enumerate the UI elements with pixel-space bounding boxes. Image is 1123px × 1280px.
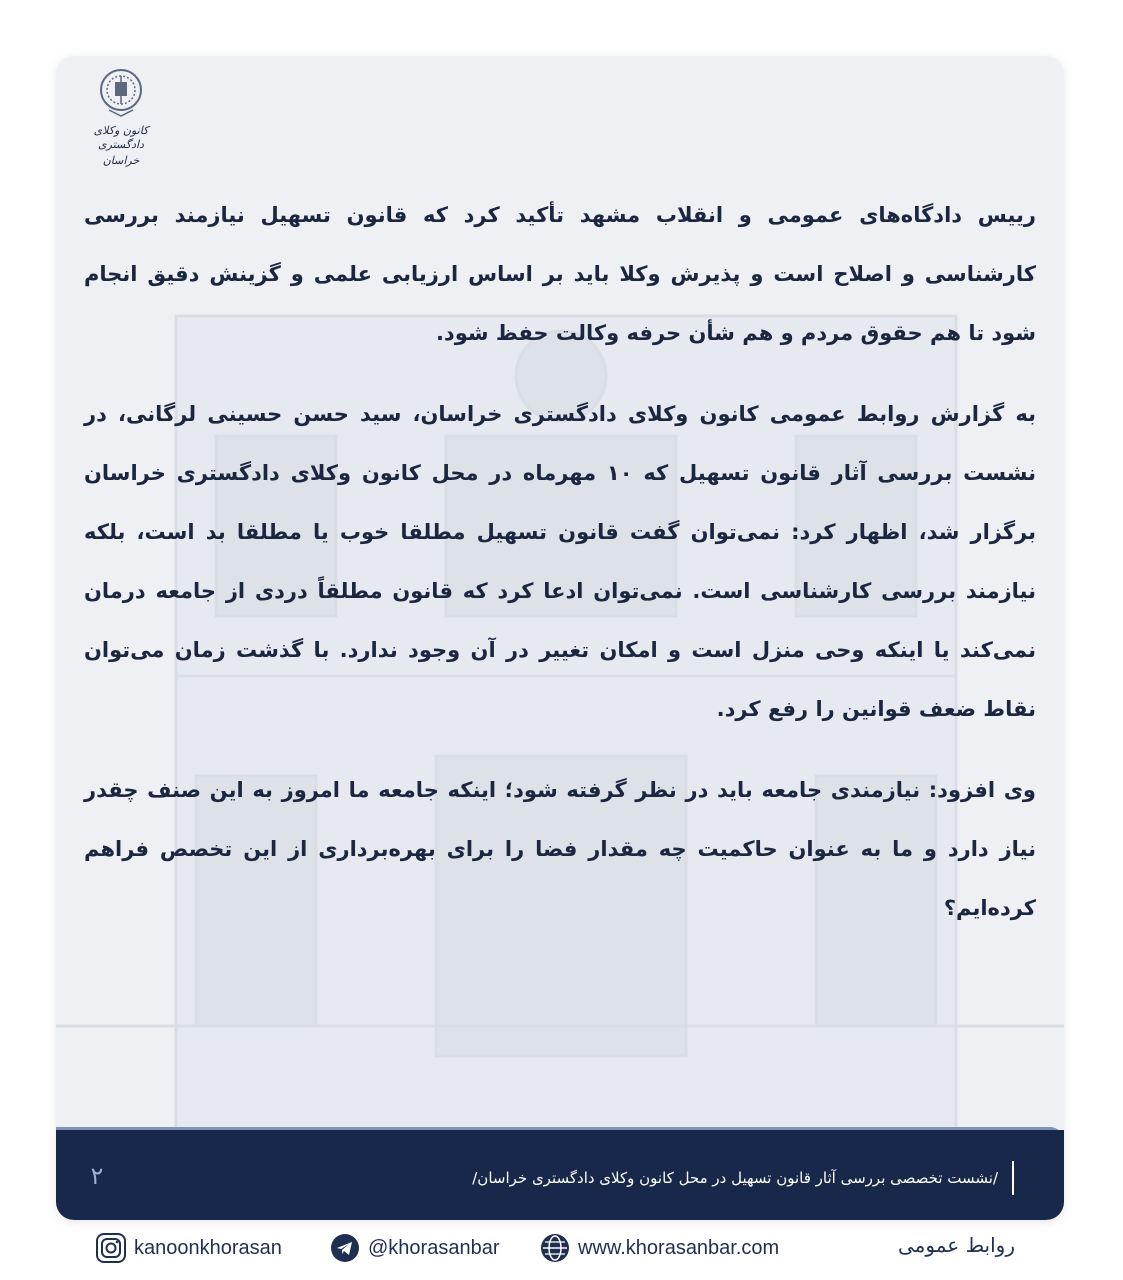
- telegram-handle: @khorasanbar: [368, 1236, 500, 1259]
- article-body: [84, 186, 1036, 960]
- telegram-link[interactable]: [330, 1230, 499, 1266]
- website-link[interactable]: [540, 1230, 779, 1266]
- website-url: www.khorasanbar.com: [578, 1236, 780, 1259]
- page-number: ۲: [90, 1162, 104, 1190]
- paragraph-3: وی افزود: نیازمندی جامعه باید در نظر گرفته شود؛ اینکه جامعه ما امروز به این صنف چقدر نیاز دارد و ما به عنوان حاکمیت چه مقدار فضا را برای بهره‌برداری از این تخصص فراهم کرده‌ایم؟: [84, 778, 1036, 920]
- paragraph-1: رییس دادگاه‌های عمومی و انقلاب مشهد تأکید کرد که قانون تسهیل نیازمند بررسی کارشناسی و اصلاح است و پذیرش وکلا باید بر اساس ارزیابی علمی و گزینش دقیق انجام شود تا هم حقوق مردم و هم شأن حرفه وکالت حفظ شود.: [84, 203, 1036, 345]
- instagram-icon: [96, 1233, 126, 1263]
- instagram-link[interactable]: [96, 1230, 282, 1266]
- public-relations-label: روابط عمومی: [898, 1233, 1015, 1257]
- globe-icon: [540, 1233, 570, 1263]
- document-card: [56, 56, 1064, 1220]
- telegram-icon: [330, 1233, 360, 1263]
- instagram-handle: kanoonkhorasan: [134, 1236, 282, 1259]
- bar-association-logo: [78, 68, 164, 172]
- footer-title: /نشست تخصصی بررسی آثار قانون تسهیل در محل کانون وکلای دادگستری خراسان/: [472, 1161, 1014, 1195]
- emblem-icon: [99, 68, 143, 118]
- logo-caption-line1: کانون وکلای دادگستری: [93, 124, 149, 151]
- logo-caption-line2: خراسان: [102, 154, 140, 167]
- paragraph-2: به گزارش روابط عمومی کانون وکلای دادگستری خراسان، سید حسن حسینی لرگانی، در نشست بررسی آثار قانون تسهیل که ۱۰ مهرماه در محل کانون وکلای دادگستری خراسان برگزار شد، اظهار کرد: نمی‌توان گفت قانون تسهیل مطلقا خوب یا مطلقا بد است، بلکه نیازمند بررسی کارشناسی است. نمی‌توان ادعا کرد که قانون مطلقاً دردی از جامعه درمان نمی‌کند یا اینکه وحی منزل است و امکان تغییر در آن وجود ندارد. با گذشت زمان می‌توان نقاط ضعف قوانین را رفع کرد.: [84, 402, 1036, 721]
